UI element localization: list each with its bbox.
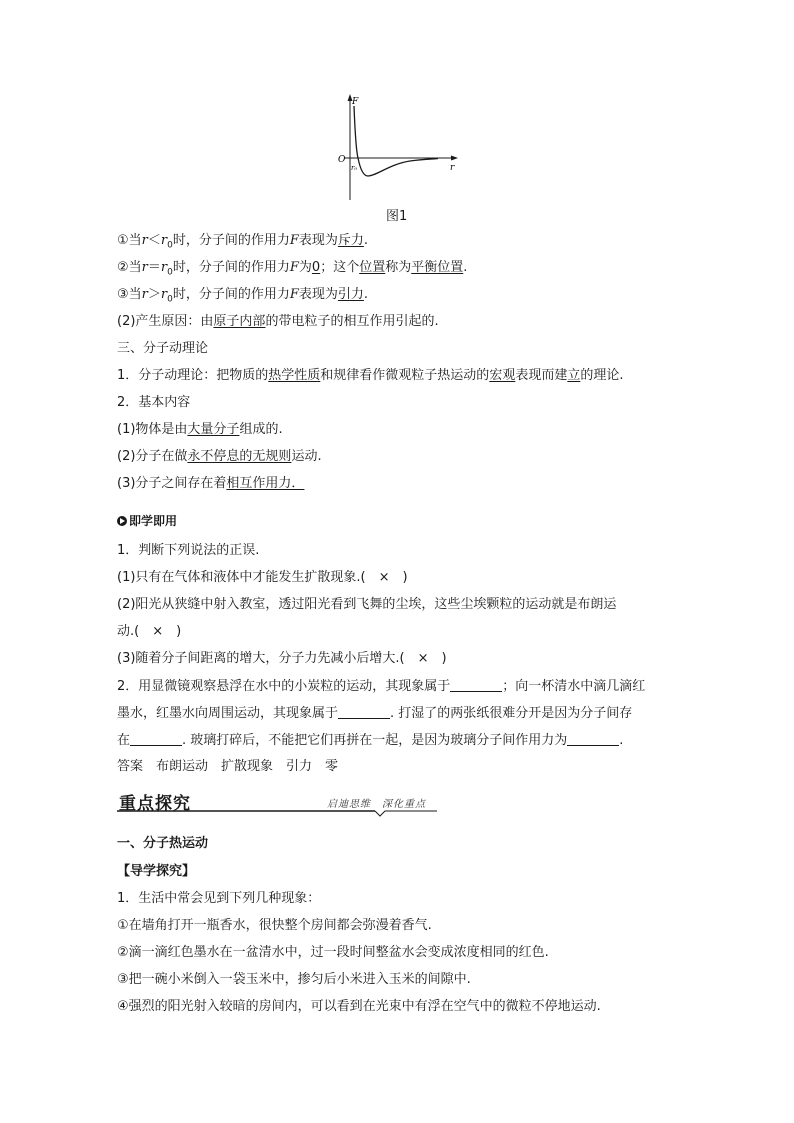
answer-blank (130, 731, 182, 746)
answer-blank (450, 677, 502, 692)
basic-content-heading: 2．基本内容 (117, 395, 191, 410)
question-2-line-2: 墨水，红墨水向周围运动，其现象属于 . 打湿了的两张纸很难分开是因为分子间存 (117, 706, 633, 721)
force-curve (354, 106, 438, 176)
answer-blank (338, 704, 390, 719)
force-line-attractive: ③当$r>r_0$时，分子间的作用力F表现为引力. (117, 287, 369, 305)
phenomenon-4: ④强烈的阳光射入较暗的房间内，可以看到在光束中有浮在空气中的微粒不停地运动. (117, 999, 601, 1014)
x-axis-label: r (450, 163, 455, 173)
phenomenon-2: ②滴一滴红色墨水在一盆清水中，过一段时间整盆水会变成浓度相同的红色. (117, 945, 549, 960)
question-2-line-3: 在 . 玻璃打碎后，不能把它们再拼在一起，是因为玻璃分子间作用力为 . (117, 733, 624, 748)
force-line-repulsive: ①当$r<r_0$时，分子间的作用力F表现为斥力. (117, 233, 369, 251)
y-axis-label: F (352, 97, 359, 107)
question-1-item-1: (1)只有在气体和液体中才能发生扩散现象.( × ) (117, 570, 408, 585)
question-1-item-2b: 动.( × ) (117, 624, 182, 639)
key-exploration-banner (117, 787, 437, 817)
answer-equilibrium: 平衡位置 (411, 260, 464, 275)
answer-attraction: 引力 (337, 287, 364, 302)
answer-zero: 0 (311, 260, 321, 275)
content-item-3: (3)分子之间存在着相互作用力． (117, 476, 305, 491)
phenomenon-1: ①在墙角打开一瓶香水，很快整个房间都会弥漫着香气. (117, 918, 432, 933)
x-axis-arrow (451, 156, 458, 161)
quick-practice-heading: 即学即用 (117, 512, 177, 530)
content-item-2: (2)分子在做永不停息的无规则运动. (117, 449, 322, 464)
force-curve-graph (330, 92, 460, 204)
question-1: 1．判断下列说法的正误. (117, 543, 260, 558)
answer-repulsion: 斥力 (337, 233, 364, 248)
force-distance-figure (330, 92, 460, 204)
question-1-item-2a: (2)阳光从狭缝中射入教室，透过阳光看到飞舞的尘埃，这些尘埃颗粒的运动就是布朗运 (117, 597, 617, 612)
answer-line: 答案 布朗运动 扩散现象 引力 零 (117, 759, 339, 774)
play-circle-icon (117, 516, 127, 526)
kinetic-theory-definition: 1．分子动理论：把物质的热学性质和规律看作微观粒子热运动的宏观表现而建立的理论. (117, 368, 624, 383)
phenomena-intro: 1．生活中常会见到下列几种现象： (117, 891, 321, 906)
figure-caption: 图1 (386, 209, 408, 224)
guided-exploration-heading: 【导学探究】 (117, 864, 196, 879)
r0-label: r₀ (351, 164, 358, 172)
banner-subtitle: 启迪思维 深化重点 (327, 799, 426, 810)
answer-blank (567, 731, 619, 746)
force-origin-line: (2)产生原因：由原子内部的带电粒子的相互作用引起的. (117, 314, 439, 329)
question-1-item-3: (3)随着分子间距离的增大，分子力先减小后增大.( × ) (117, 651, 447, 666)
origin-label: O (338, 155, 346, 165)
content-item-1: (1)物体是由大量分子组成的. (117, 422, 283, 437)
force-line-equilibrium: ②当$r=r_0$时，分子间的作用力F为0；这个位置称为平衡位置. (117, 260, 468, 278)
section-title-kinetic-theory: 三、分子动理论 (117, 341, 209, 356)
phenomenon-3: ③把一碗小米倒入一袋玉米中，掺匀后小米进入玉米的间隙中. (117, 972, 471, 987)
section-title-thermal-motion: 一、分子热运动 (117, 836, 209, 851)
question-2-line-1: 2．用显微镜观察悬浮在水中的小炭粒的运动，其现象属于 ；向一杯清水中滴几滴红 (117, 679, 646, 694)
banner-title: 重点探究 (119, 794, 191, 814)
